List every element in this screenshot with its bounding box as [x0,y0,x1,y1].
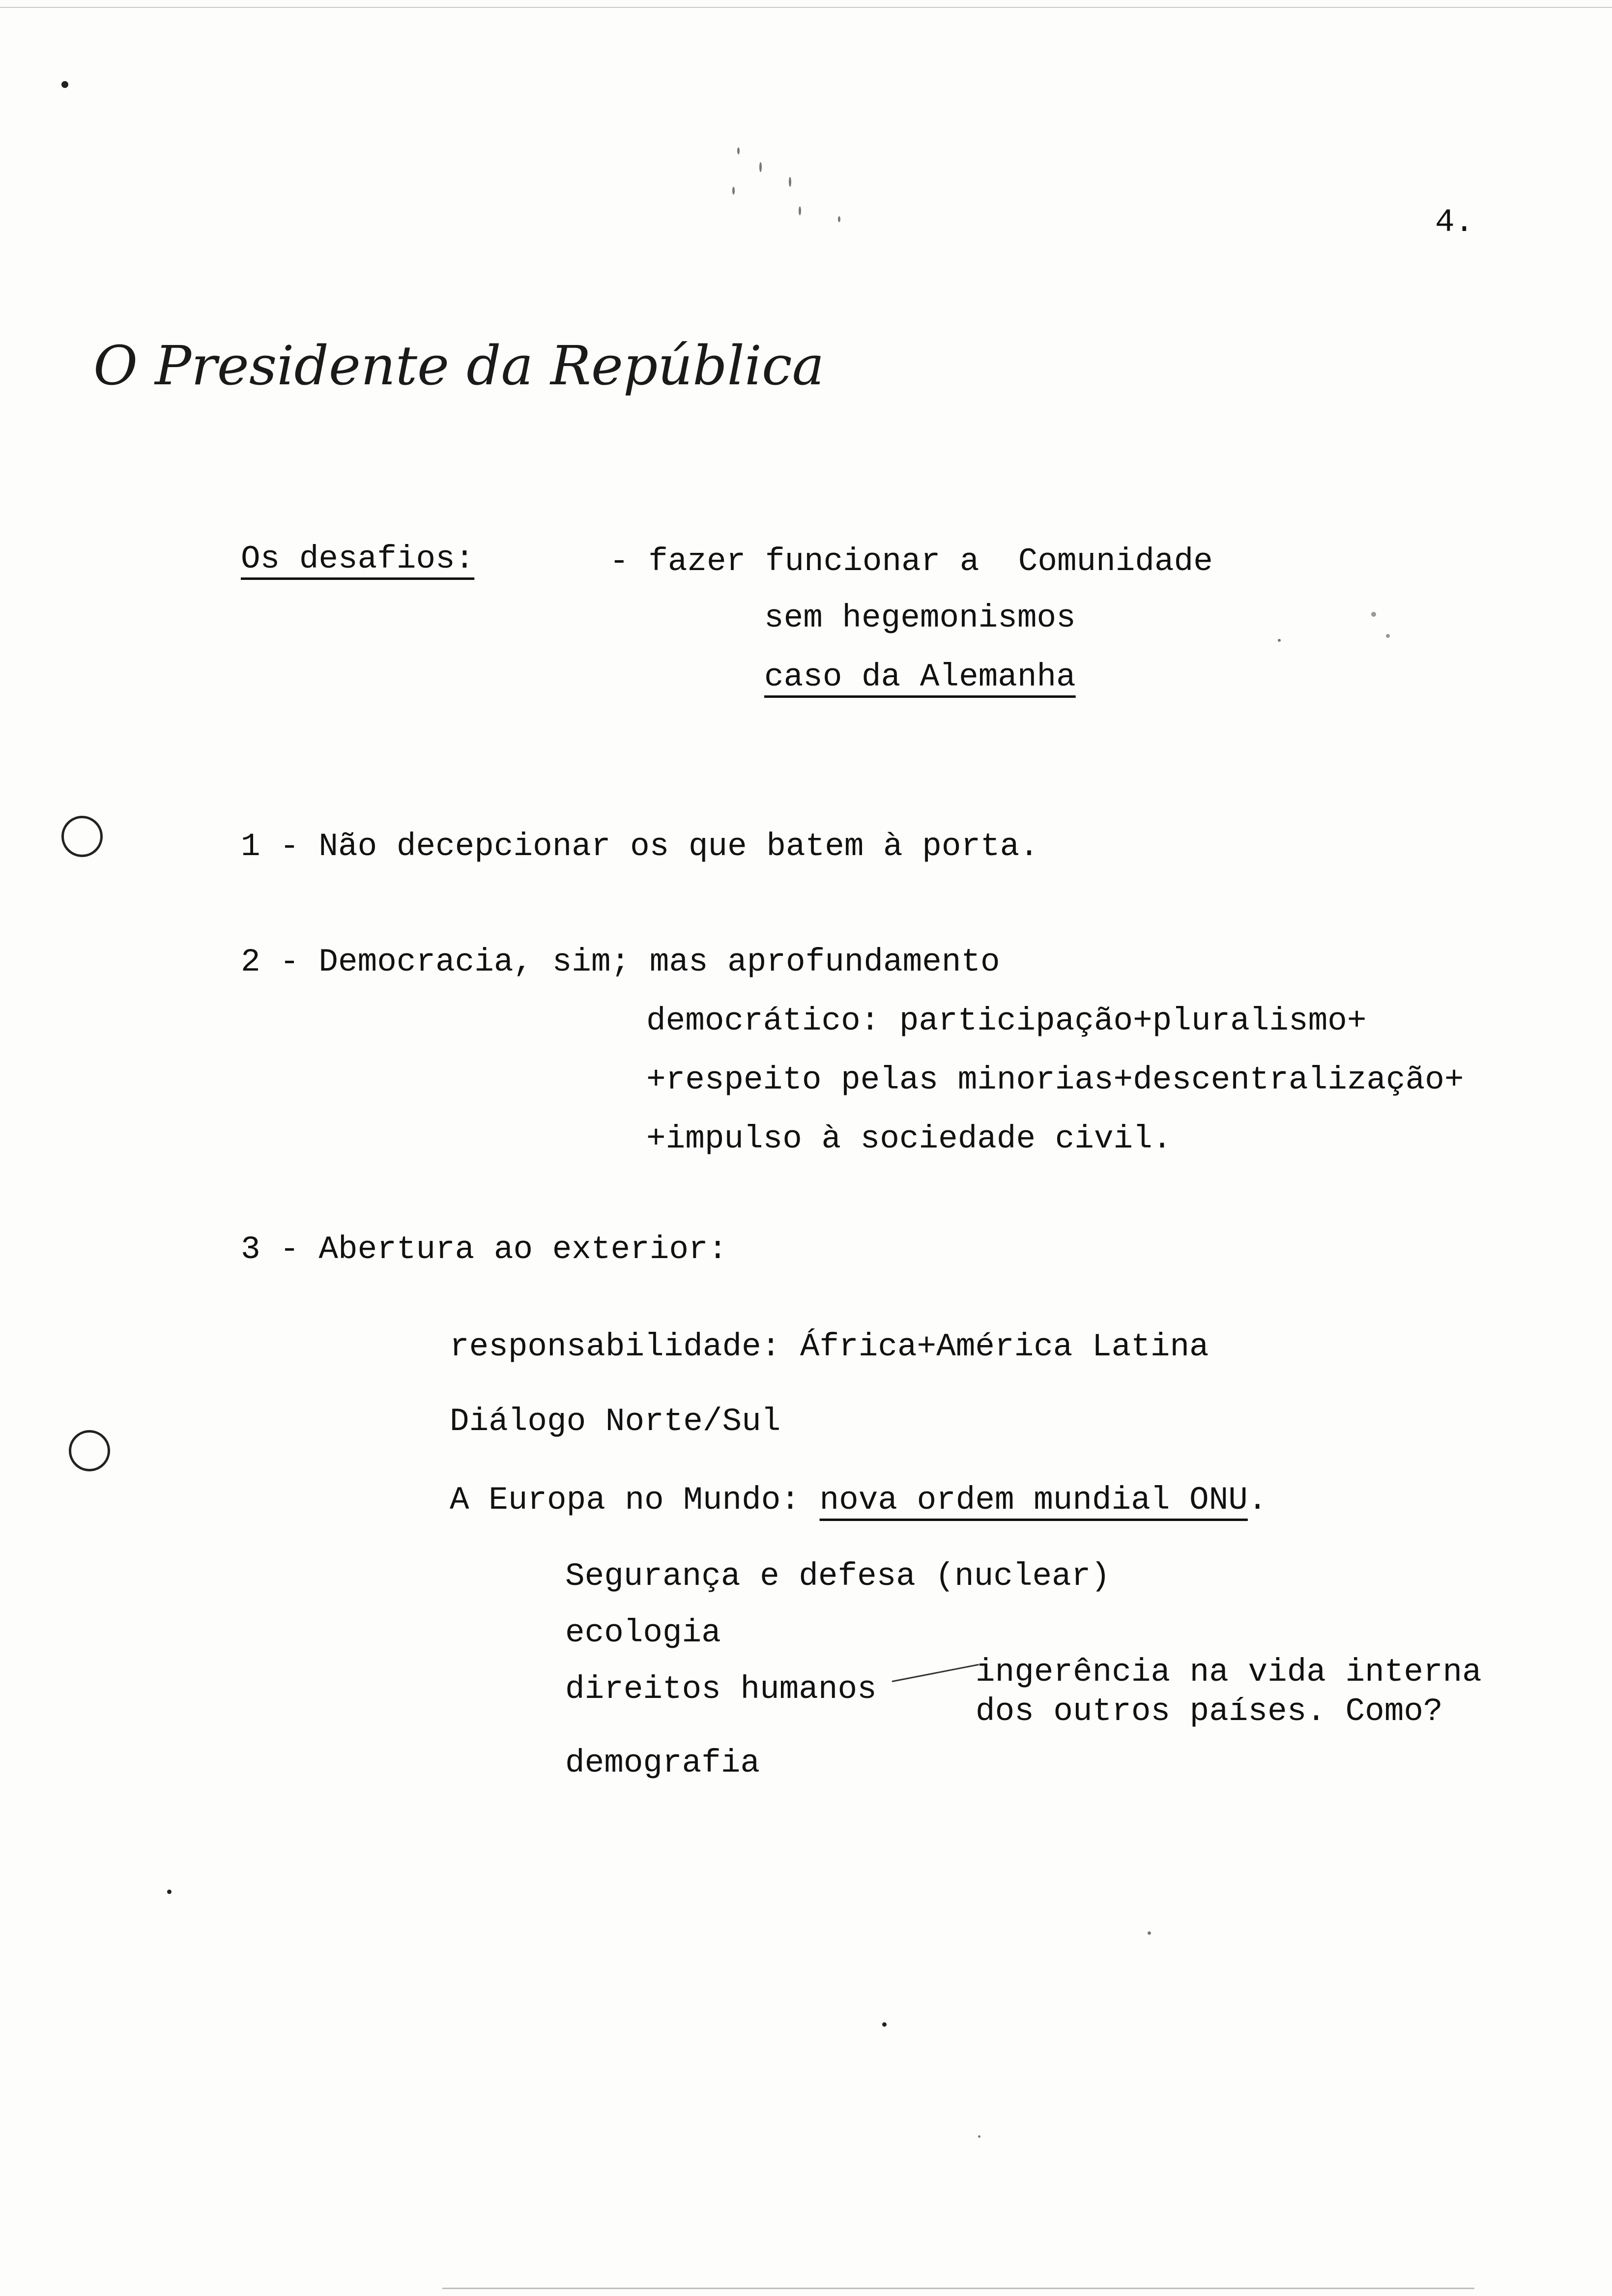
scan-bottom-edge [442,2288,1474,2289]
desafios-line-1: - fazer funcionar a Comunidade [609,543,1213,580]
item-3: 3 - Abertura ao exterior: [241,1231,728,1268]
europa-prefix: A Europa no Mundo: [450,1482,820,1519]
scan-speck [799,206,801,215]
item-2-line-3: +respeito pelas minorias+descentralização+ [646,1062,1464,1098]
europa-underlined: nova ordem mundial ONU [819,1482,1248,1519]
topic-demografia: demografia [565,1745,760,1781]
scan-speck [1386,634,1390,638]
topic-ecologia: ecologia [565,1614,721,1651]
desafios-line-3: caso da Alemanha [764,659,1076,695]
topic-direitos: direitos humanos [565,1671,877,1708]
scan-speck [789,177,791,187]
scan-speck [167,1890,172,1894]
letterhead: O Presidente da República [93,334,825,397]
scan-speck [882,2022,887,2027]
responsabilidade-line: responsabilidade: África+América Latina [450,1328,1209,1365]
desafios-label: Os desafios: [241,541,475,577]
scan-speck [838,216,840,222]
scan-speck [61,81,68,88]
dialogo-line: Diálogo Norte/Sul [450,1403,781,1440]
europa-suffix: . [1247,1482,1267,1519]
scan-speck [759,162,762,172]
scan-speck [1371,612,1376,617]
page-number: 4. [1435,204,1474,241]
connector-line [892,1664,979,1682]
item-1: 1 - Não decepcionar os que batem à porta. [241,828,1039,865]
topic-ingerencia-line-2: dos outros países. Como? [976,1693,1443,1730]
topic-ingerencia-line-1: ingerência na vida interna [976,1654,1482,1691]
item-2: 2 - Democracia, sim; mas aprofundamento [241,944,1000,980]
item-2-line-4: +impulso à sociedade civil. [646,1120,1172,1157]
scan-speck [978,2135,980,2138]
binder-hole-top [61,816,103,857]
scan-speck [1148,1931,1151,1935]
scan-top-edge [0,7,1612,8]
scan-speck [732,187,735,195]
topic-seguranca: Segurança e defesa (nuclear) [565,1558,1110,1595]
scan-speck [737,147,740,154]
item-2-line-2: democrático: participação+pluralismo+ [646,1003,1367,1039]
binder-hole-bottom [69,1430,110,1471]
europa-line [450,1484,1267,1517]
desafios-line-2: sem hegemonismos [764,600,1076,636]
scan-speck [1278,639,1281,642]
